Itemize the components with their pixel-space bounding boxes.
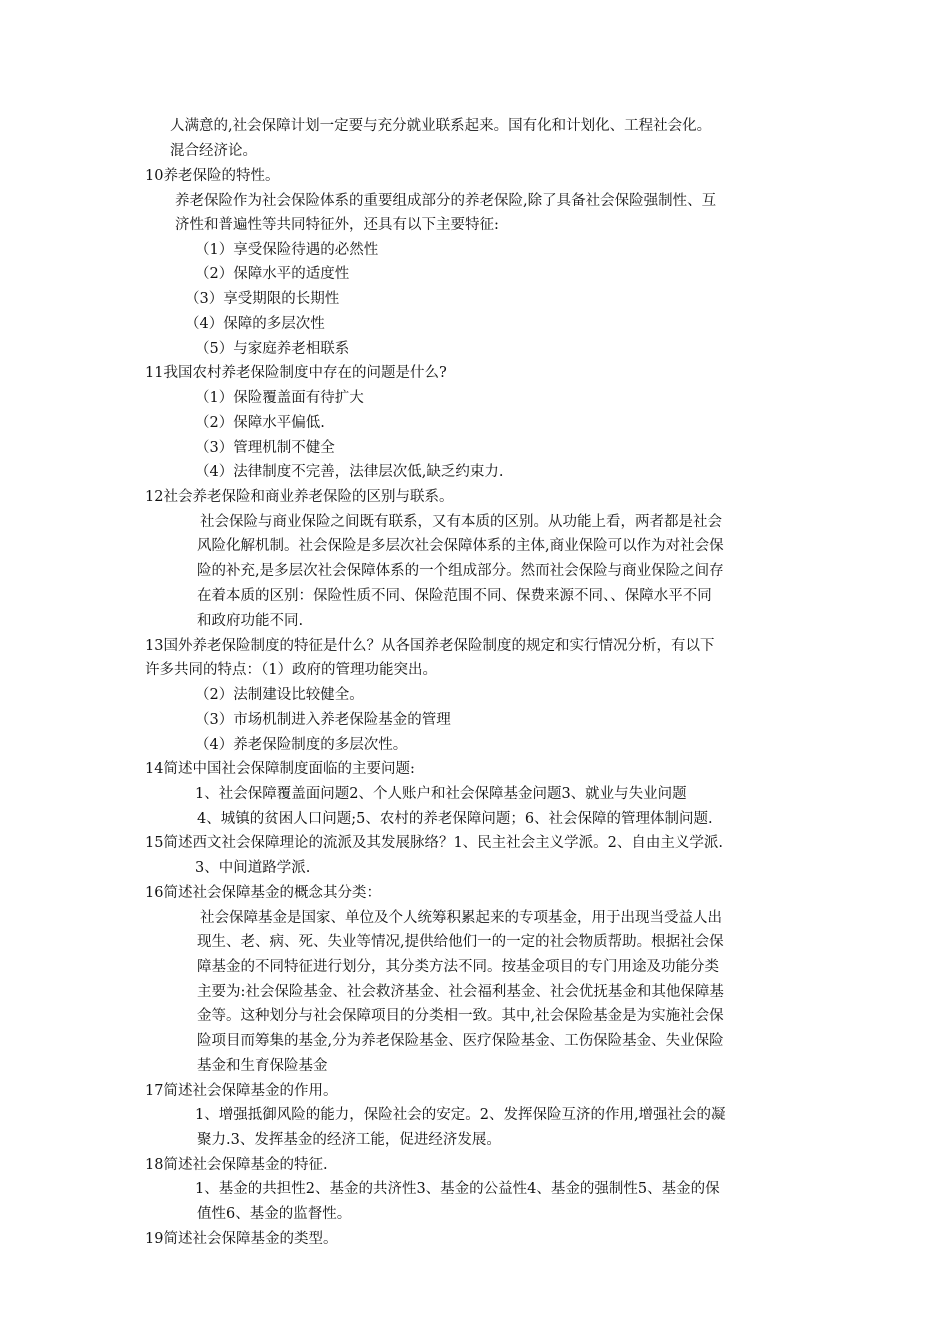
paragraph-line: 值性6、基金的监督性。 [197, 1206, 352, 1222]
section-heading: 18简述社会保障基金的特征. [145, 1157, 328, 1173]
paragraph-line: 社会保障基金是国家、单位及个人统筹积累起来的专项基金，用于出现当受益人出 [200, 910, 722, 926]
paragraph-line: 社会保险与商业保险之间既有联系，又有本质的区别。从功能上看，两者都是社会 [200, 514, 722, 530]
paragraph-line: 4、城镇的贫困人口问题;5、农村的养老保障问题；6、社会保障的管理体制问题. [197, 811, 713, 827]
section-heading: 12社会养老保险和商业养老保险的区别与联系。 [145, 489, 454, 505]
paragraph-line: 和政府功能不同. [197, 613, 304, 629]
section-heading: 14简述中国社会保障制度面临的主要问题: [145, 761, 415, 777]
text-line: 混合经济论。 [170, 143, 257, 159]
paragraph-line: 1、增强抵御风险的能力，保险社会的安定。2、发挥保险互济的作用,增强社会的凝 [195, 1107, 726, 1123]
paragraph-line: 风险化解机制。社会保险是多层次社会保障体系的主体,商业保险可以作为对社会保 [197, 538, 724, 554]
list-item: （1）保险覆盖面有待扩大 [195, 390, 364, 406]
section-heading: 13国外养老保险制度的特征是什么？从各国养老保险制度的规定和实行情况分析，有以下 [145, 638, 715, 654]
list-item: （3）管理机制不健全 [195, 440, 335, 456]
paragraph-line: 现生、老、病、死、失业等情况,提供给他们一的一定的社会物质帮助。根据社会保 [197, 934, 724, 950]
paragraph-line: 基金和生育保险基金 [197, 1058, 328, 1074]
paragraph-line: 金等。这种划分与社会保障项目的分类相一致。其中,社会保险基金是为实施社会保 [197, 1008, 724, 1024]
section-heading: 15简述西文社会保障理论的流派及其发展脉络？1、民主社会主义学派。2、自由主义学派. [145, 835, 724, 851]
section-heading: 11我国农村养老保险制度中存在的问题是什么? [145, 365, 447, 381]
text-line: 人满意的,社会保障计划一定要与充分就业联系起来。国有化和计划化、工程社会化。 [170, 118, 712, 134]
paragraph-line: 1、社会保障覆盖面问题2、个人账户和社会保障基金问题3、就业与失业问题 [195, 786, 687, 802]
list-item: （4）养老保险制度的多层次性。 [195, 737, 408, 753]
list-item: （4）法律制度不完善，法律层次低,缺乏约束力. [195, 464, 504, 480]
paragraph-line: 险项目而筹集的基金,分为养老保险基金、医疗保险基金、工伤保险基金、失业保险 [197, 1033, 724, 1049]
list-item: （2）保障水平的适度性 [195, 266, 350, 282]
paragraph-line: 济性和普遍性等共同特征外，还具有以下主要特征: [175, 217, 499, 233]
paragraph-line: 主要为:社会保险基金、社会救济基金、社会福利基金、社会优抚基金和其他保障基 [197, 984, 724, 1000]
section-heading: 19简述社会保障基金的类型。 [145, 1231, 338, 1247]
list-item: （4）保障的多层次性 [185, 316, 325, 332]
list-item: （2）法制建设比较健全。 [195, 687, 364, 703]
list-item: （1）享受保险待遇的必然性 [195, 242, 379, 258]
section-heading: 16简述社会保障基金的概念其分类： [145, 885, 381, 901]
paragraph-line: 1、基金的共担性2、基金的共济性3、基金的公益性4、基金的强制性5、基金的保 [195, 1181, 720, 1197]
section-heading: 17简述社会保障基金的作用。 [145, 1083, 338, 1099]
list-item: （3）市场机制进入养老保险基金的管理 [195, 712, 451, 728]
paragraph-line: 在着本质的区别：保险性质不同、保险范围不同、保费来源不同、、保障水平不同 [197, 588, 712, 604]
list-item: （3）享受期限的长期性 [185, 291, 340, 307]
paragraph-line: 障基金的不同特征进行划分，其分类方法不同。按基金项目的专门用途及功能分类 [197, 959, 719, 975]
paragraph-line: 3、中间道路学派. [195, 860, 311, 876]
paragraph-line: 险的补充,是多层次社会保障体系的一个组成部分。然而社会保险与商业保险之间存 [197, 563, 724, 579]
paragraph-line: 许多共同的特点：（1）政府的管理功能突出。 [145, 662, 437, 678]
list-item: （5）与家庭养老相联系 [195, 341, 350, 357]
paragraph-line: 养老保险作为社会保险体系的重要组成部分的养老保险,除了具备社会保险强制性、互 [175, 193, 717, 209]
paragraph-line: 聚力.3、发挥基金的经济工能，促进经济发展。 [197, 1132, 501, 1148]
list-item: （2）保障水平偏低. [195, 415, 325, 431]
section-heading: 10养老保险的特性。 [145, 168, 280, 184]
